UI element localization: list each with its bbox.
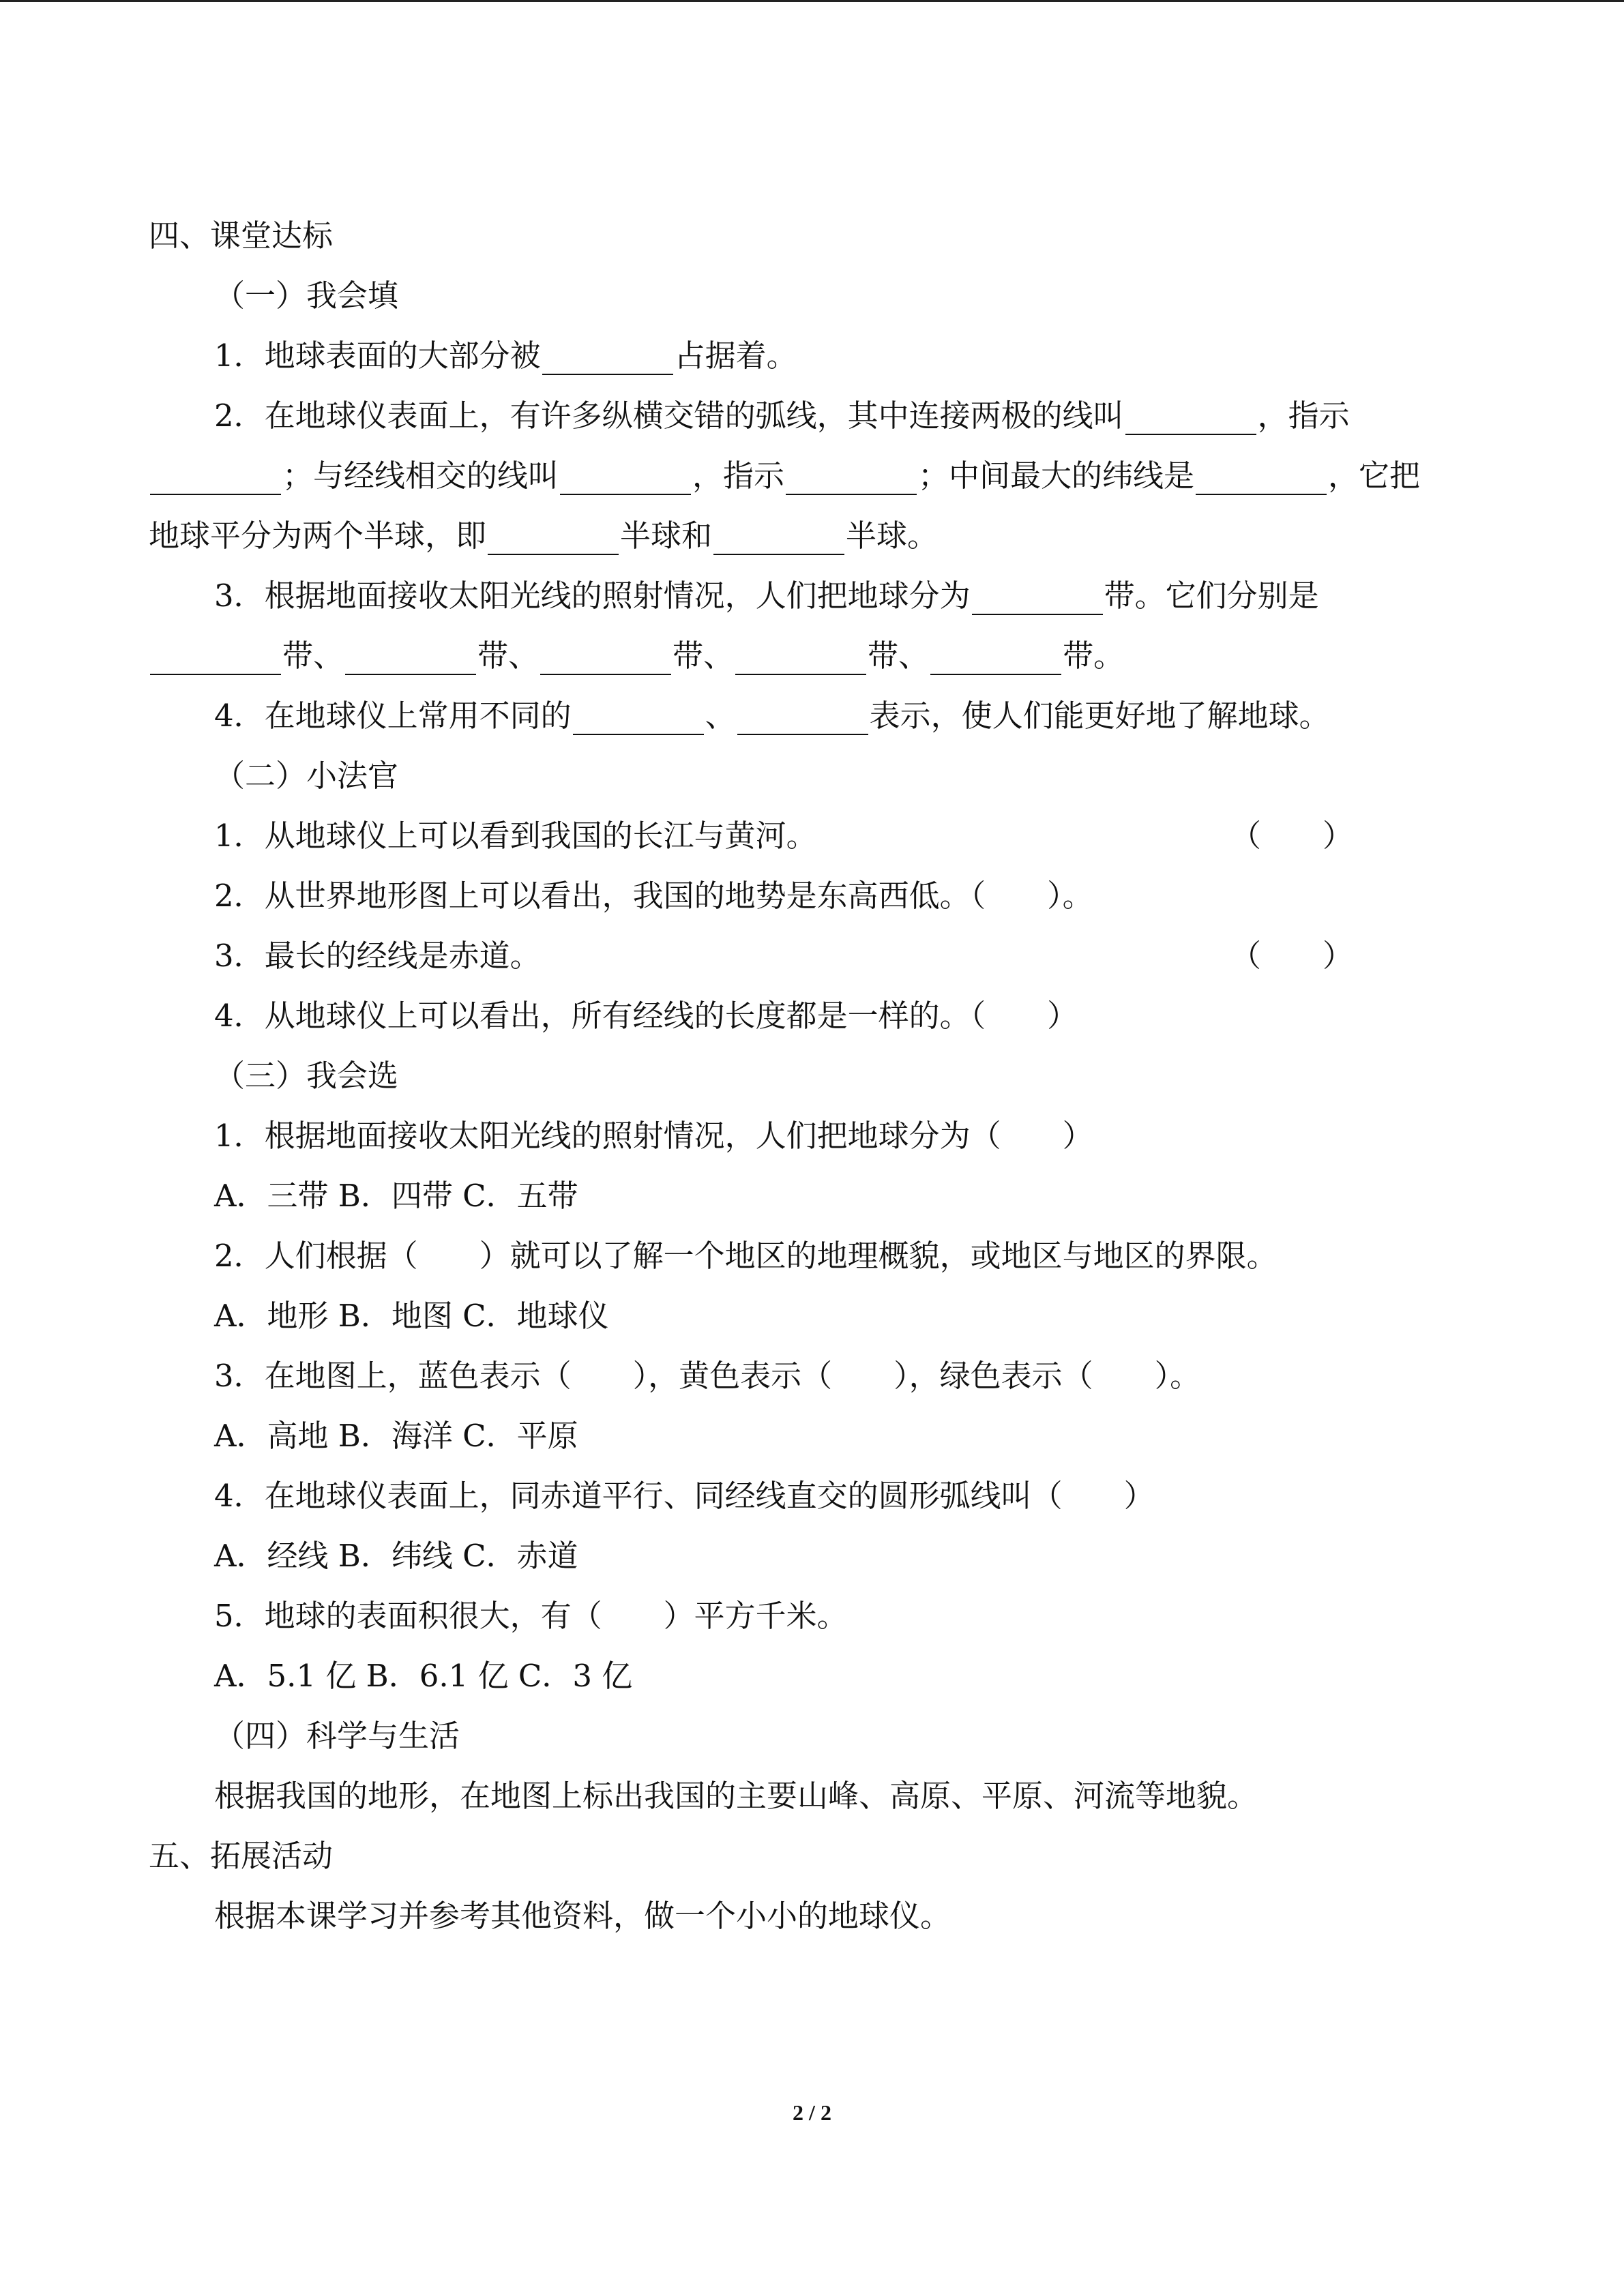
judge-title: （二）小法官 bbox=[214, 758, 399, 794]
choose-q1-options: A．三带 B．四带 C．五带 bbox=[214, 1178, 578, 1214]
choose-q1: 1．根据地面接收太阳光线的照射情况，人们把地球分为（ ） bbox=[214, 1118, 1093, 1154]
blank bbox=[488, 521, 619, 555]
life-title: （四）科学与生活 bbox=[214, 1718, 460, 1754]
fill-q1: 1．地球表面的大部分被 占据着。 bbox=[214, 338, 797, 374]
blank bbox=[150, 641, 281, 675]
blank bbox=[735, 641, 866, 675]
fill-q2-line2: ；与经线相交的线叫 ，指示 ；中间最大的纬线是 ，它把 bbox=[149, 457, 1482, 495]
judge-q1: 1．从地球仪上可以看到我国的长江与黄河。 （ ） bbox=[214, 818, 1354, 854]
section-5-text: 根据本课学习并参考其他资料，做一个小小的地球仪。 bbox=[214, 1898, 951, 1934]
choose-title: （三）我会选 bbox=[214, 1058, 399, 1094]
choose-q5-options: A．5.1 亿 B．6.1 亿 C．3 亿 bbox=[214, 1658, 633, 1694]
blank bbox=[345, 641, 476, 675]
page-number: 2 / 2 bbox=[793, 2100, 831, 2125]
choose-q3-options: A．高地 B．海洋 C．平原 bbox=[214, 1418, 578, 1454]
fill-q2-line1: 2．在地球仪表面上，有许多纵横交错的弧线，其中连接两极的线叫 ，指示 bbox=[214, 398, 1350, 434]
blank bbox=[737, 701, 868, 735]
answer-paren: （ ） bbox=[1230, 938, 1354, 974]
answer-paren: （ ） bbox=[1230, 818, 1354, 854]
blank bbox=[542, 341, 673, 375]
blank bbox=[1196, 461, 1327, 495]
choose-q3: 3．在地图上，蓝色表示（ ），黄色表示（ ），绿色表示（ ）。 bbox=[214, 1358, 1201, 1394]
top-border bbox=[0, 0, 1624, 2]
blank bbox=[560, 461, 691, 495]
blank bbox=[540, 641, 671, 675]
blank bbox=[972, 581, 1103, 615]
choose-q4-options: A．经线 B．纬线 C．赤道 bbox=[214, 1538, 578, 1574]
fill-q2-line3: 地球平分为两个半球，即 半球和 半球。 bbox=[149, 518, 939, 554]
blank bbox=[573, 701, 704, 735]
choose-q5: 5．地球的表面积很大，有（ ）平方千米。 bbox=[214, 1598, 848, 1634]
fill-q3-line2: 带、 带、 带、 带、 带。 bbox=[149, 637, 1482, 675]
blank bbox=[713, 521, 844, 555]
choose-q2: 2．人们根据（ ）就可以了解一个地区的地理概貌，或地区与地区的界限。 bbox=[214, 1238, 1278, 1274]
judge-q3: 3．最长的经线是赤道。 （ ） bbox=[214, 938, 1354, 974]
fill-q4: 4．在地球仪上常用不同的 、 表示，使人们能更好地了解地球。 bbox=[214, 698, 1330, 734]
choose-q2-options: A．地形 B．地图 C．地球仪 bbox=[214, 1298, 609, 1334]
judge-q4: 4．从地球仪上可以看出，所有经线的长度都是一样的。（ ） bbox=[214, 998, 1078, 1034]
answer-paren: （ ） bbox=[970, 998, 1078, 1034]
fill-title: （一）我会填 bbox=[214, 278, 399, 314]
section-5-title: 五、拓展活动 bbox=[149, 1838, 334, 1874]
section-4-title: 四、课堂达标 bbox=[149, 218, 334, 254]
blank bbox=[786, 461, 917, 495]
fill-q3-line1: 3．根据地面接收太阳光线的照射情况，人们把地球分为 带。它们分别是 bbox=[214, 578, 1319, 614]
blank bbox=[930, 641, 1061, 675]
choose-q4: 4．在地球仪表面上，同赤道平行、同经线直交的圆形弧线叫（ ） bbox=[214, 1478, 1155, 1514]
blank bbox=[150, 461, 281, 495]
judge-q2: 2．从世界地形图上可以看出，我国的地势是东高西低。（ ）。 bbox=[214, 878, 1093, 914]
blank bbox=[1125, 401, 1256, 435]
answer-paren: （ ）。 bbox=[970, 878, 1093, 914]
life-text: 根据我国的地形，在地图上标出我国的主要山峰、高原、平原、河流等地貌。 bbox=[214, 1778, 1258, 1814]
